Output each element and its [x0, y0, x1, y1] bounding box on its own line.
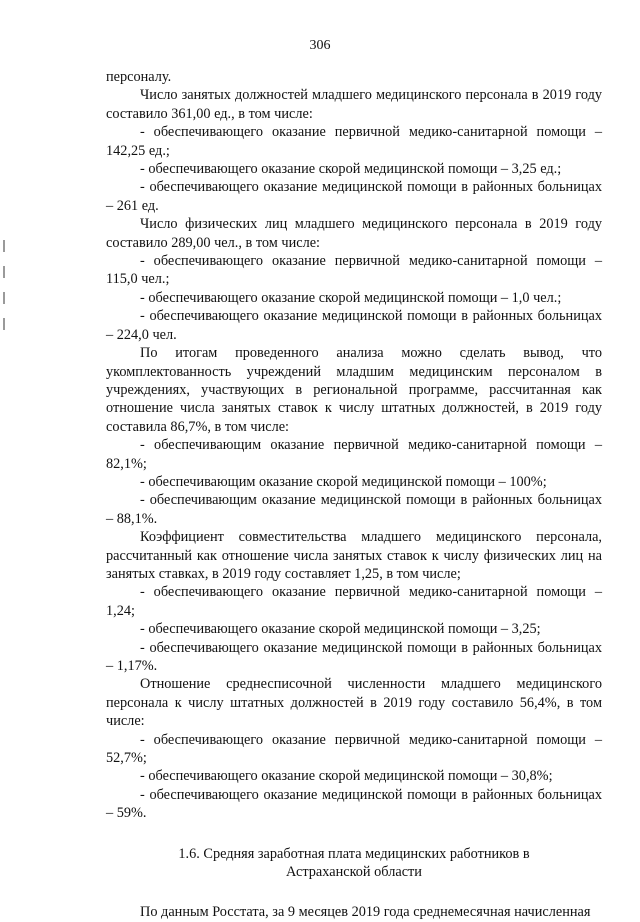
list-item: - обеспечивающим оказание скорой медицинской помощи – 100%; [140, 473, 547, 490]
list-item: - обеспечивающего оказание медицинской помощи в районных больницах – 1,17%. [106, 639, 602, 674]
list-item: - обеспечивающим оказание первичной медико-санитарной помощи – 82,1%; [106, 437, 602, 472]
binding-mark [3, 240, 5, 252]
paragraph: Число занятых должностей младшего медицинского персонала в 2019 году составило 361,00 ед., в том числе: [106, 87, 602, 122]
binding-hole-marks [3, 240, 6, 360]
paragraph: По данным Росстата, за 9 месяцев 2019 года среднемесячная начисленная [140, 904, 591, 921]
page-number: 306 [309, 38, 331, 53]
list-item: - обеспечивающего оказание первичной медико-санитарной помощи – 1,24; [106, 584, 602, 619]
binding-mark [3, 318, 5, 330]
document-body [106, 68, 602, 922]
paragraph: персоналу. [106, 69, 172, 85]
paragraph: По итогам проведенного анализа можно сделать вывод, что укомплектованность учреждений младшим медицинским персоналом в учреждениях, участвующих в региональной программе, рассчитанная как отношение числа занятых ставок к числу штатных должностей, в 2019 году составила 86,7%, в том числе: [106, 345, 602, 435]
list-item: - обеспечивающего оказание медицинской помощи в районных больницах – 59%. [106, 786, 602, 822]
paragraph: Коэффициент совместительства младшего медицинского персонала, рассчитанный как отношение числа занятых ставок к числу физических лиц на занятых ставках, в 2019 году составляет 1,25, в том числе; [106, 529, 602, 582]
section-heading-line: 1.6. Средняя заработная плата медицинских работников в [178, 845, 530, 862]
list-item: - обеспечивающего оказание медицинской помощи в районных больницах – 261 ед. [106, 179, 602, 214]
list-item: - обеспечивающего оказание первичной медико-санитарной помощи – 115,0 чел.; [106, 253, 602, 288]
list-item: - обеспечивающего оказание медицинской помощи в районных больницах – 224,0 чел. [106, 308, 602, 343]
list-item: - обеспечивающего оказание скорой медицинской помощи – 1,0 чел.; [140, 289, 562, 306]
paragraph: Отношение среднесписочной численности младшего медицинского персонала к числу штатных должностей в 2019 году составило 56,4%, в том числе: [106, 676, 602, 730]
list-item: - обеспечивающим оказание медицинской помощи в районных больницах – 88,1%. [106, 492, 602, 527]
spacer [106, 881, 602, 903]
list-item: - обеспечивающего оказание скорой медицинской помощи – 30,8%; [140, 768, 553, 785]
list-item: - обеспечивающего оказание первичной медико-санитарной помощи – 52,7%; [106, 731, 602, 767]
paragraph: Число физических лиц младшего медицинского персонала в 2019 году составило 289,00 чел., в том числе: [106, 216, 602, 251]
list-item: - обеспечивающего оказание скорой медицинской помощи – 3,25 ед.; [140, 161, 562, 178]
binding-mark [3, 292, 5, 304]
spacer [106, 823, 602, 845]
binding-mark [3, 266, 5, 278]
list-item: - обеспечивающего оказание скорой медицинской помощи – 3,25; [140, 621, 541, 638]
list-item: - обеспечивающего оказание первичной медико-санитарной помощи – 142,25 ед.; [106, 124, 602, 159]
section-heading-line: Астраханской области [286, 864, 422, 881]
